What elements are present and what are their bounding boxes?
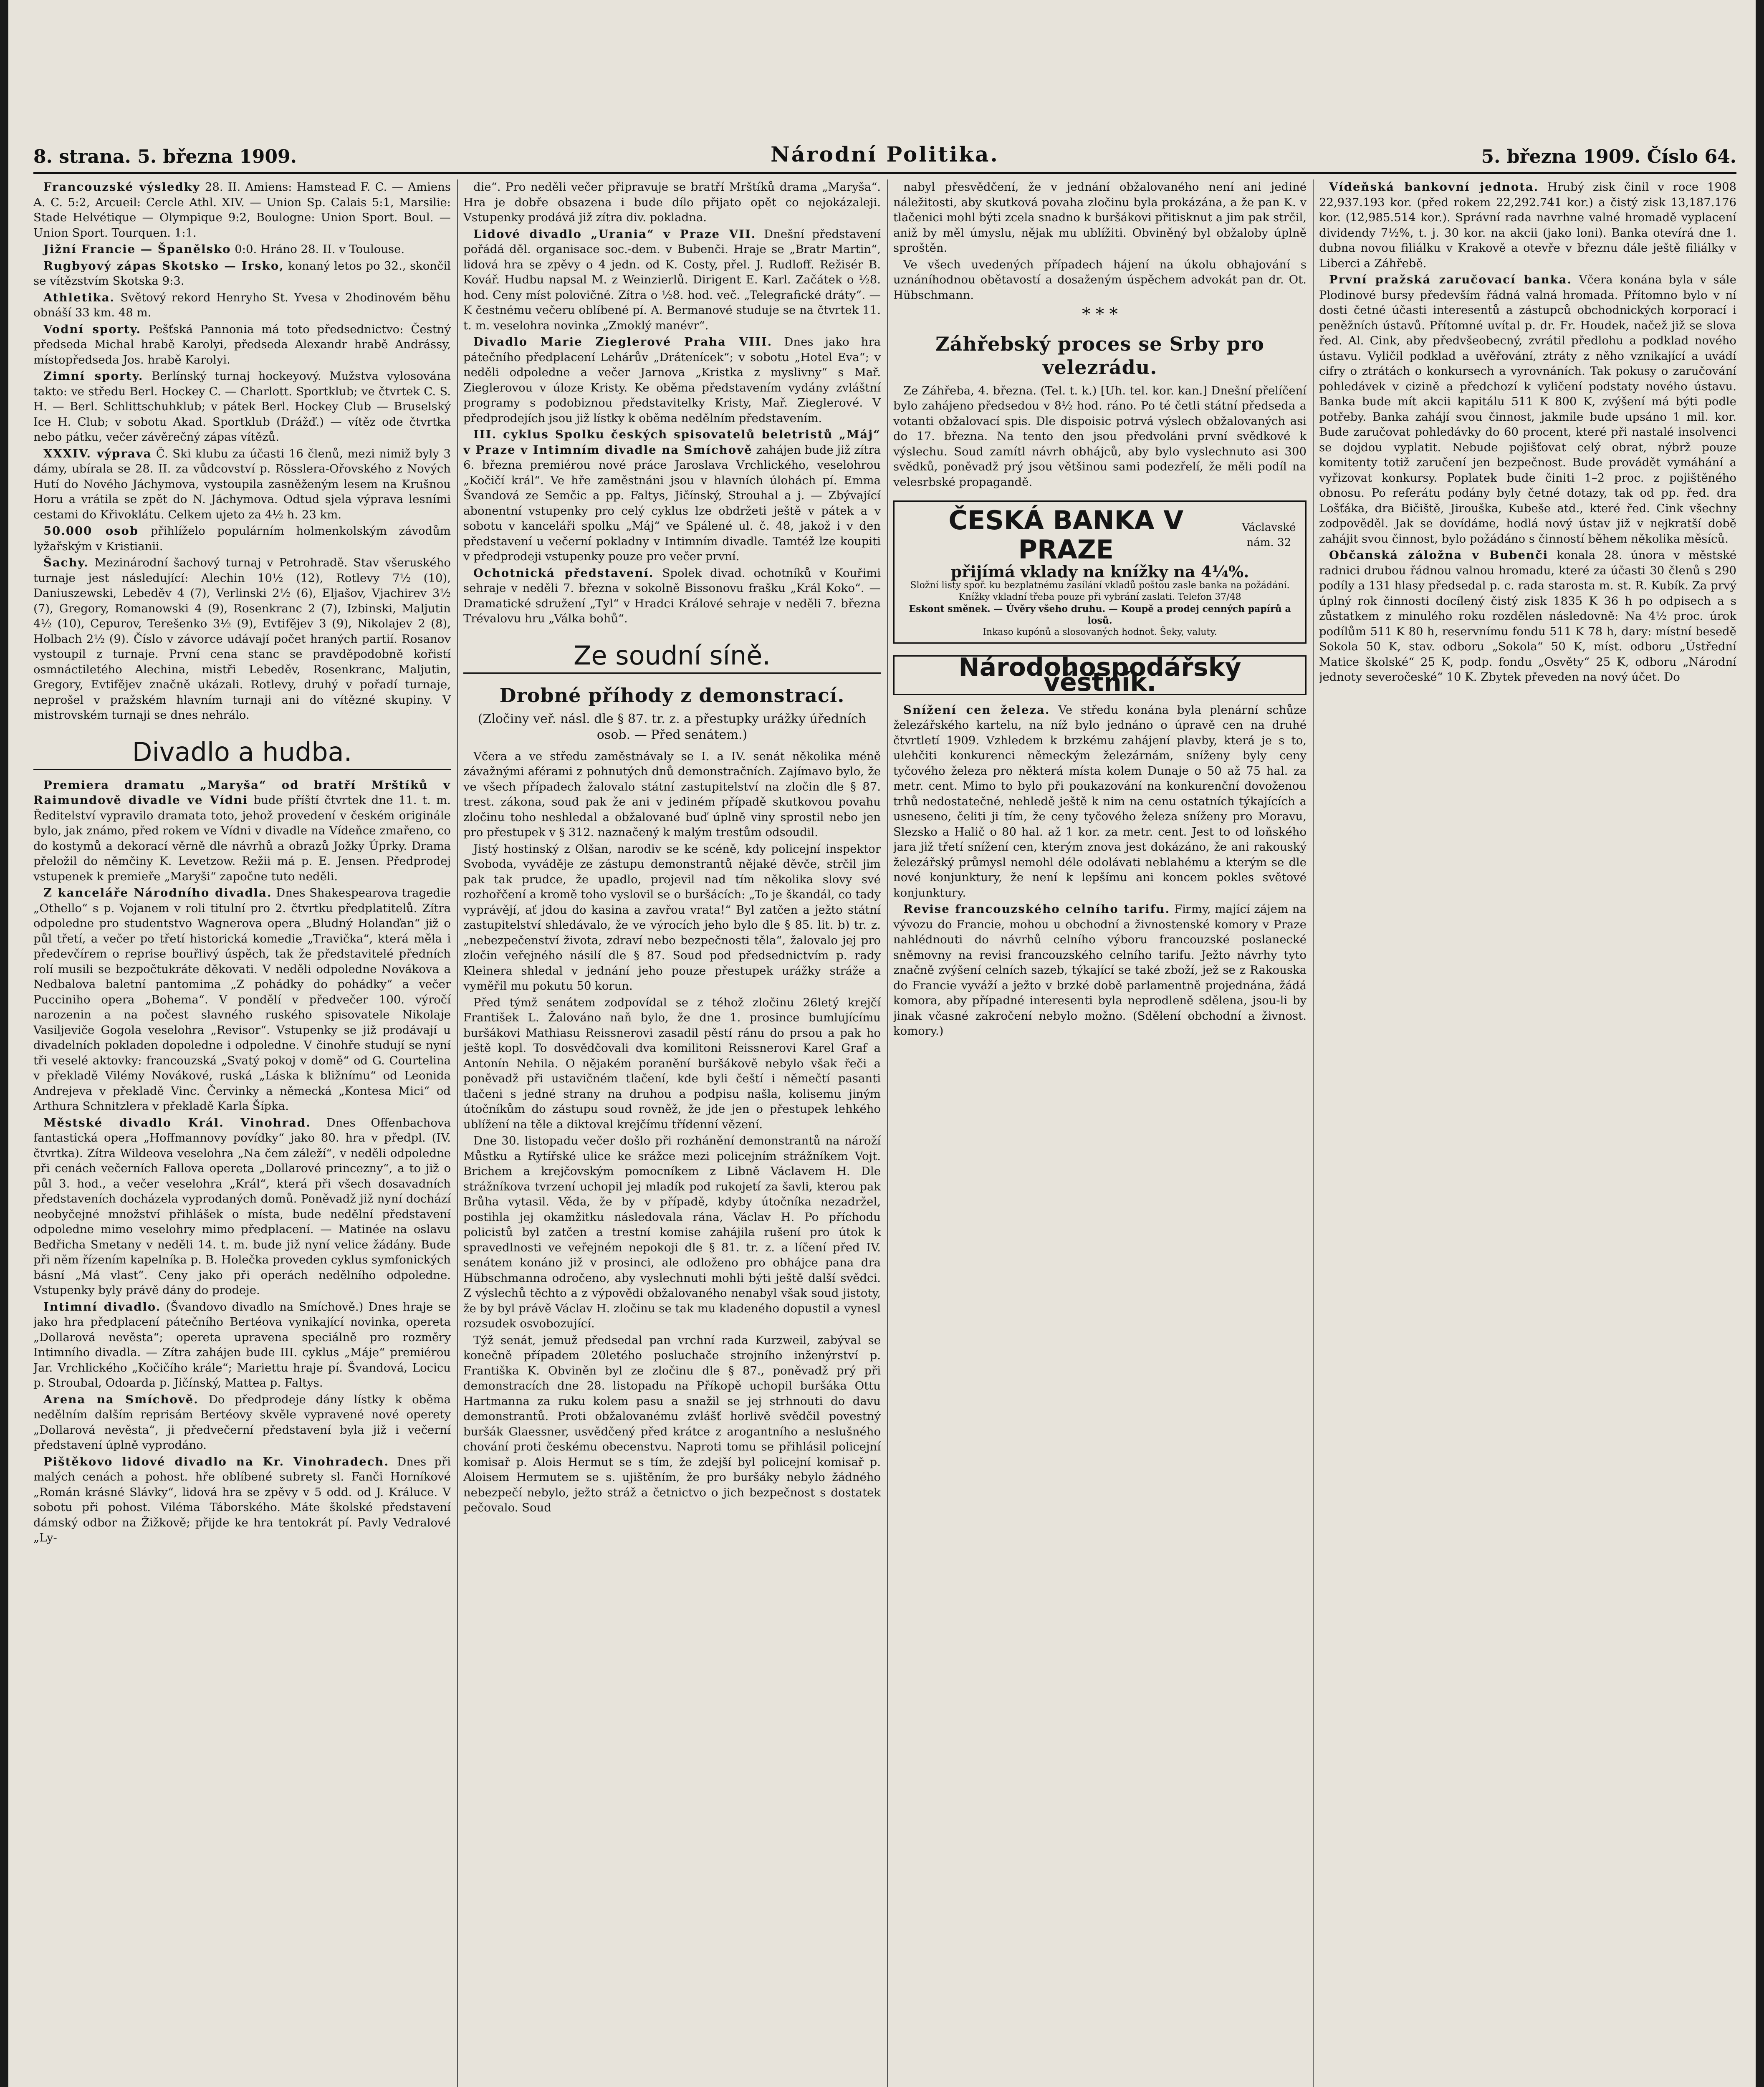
- bank-services: Eskont směnek. — Úvěry všeho druhu. — Koupě a prodej cenných papírů a losů.: [909, 603, 1291, 626]
- newspaper-page: [8, 0, 1756, 2087]
- court-article-ending: nabyl přesvědčení, že v jednání obžalovaného není ani jediné náležitosti, aby skutková povaha zločinu byla prokázána, a že pan K. v tlačenici mohl býti zcela snadno k buršákovi přitisknut a jim pak strčil, aniž by měl úmyslu, nějak mu ublížiti. Obviněný byl obžaloby úplně sproštěn.: [893, 180, 1307, 255]
- news-item-lead: Premiera dramatu „Maryša“ od bratří Mrštíků v Raimundově divadle ve Vídni: [33, 778, 451, 807]
- news-item-text: Dnes jako hra pátečního předplacení Lehárův „Drátenícek“; v sobotu „Hotel Eva“; v neděli odpoledne a večer Jarnova „Kristka z myslivny“ s Mař. Zieglerovou v úloze Kristy. Ke oběma představením vydány zvláštní programy s podobiznou představitelky Kristy, Mař. Zieglerové. V předprodejích jsou již lístky k oběma nedělním představením.: [463, 335, 881, 425]
- news-item: [463, 334, 881, 426]
- separator-asterisks: * * *: [1082, 305, 1118, 324]
- news-item-lead: III. cyklus Spolku českých spisovatelů beletristů „Máj“ v Praze v Intimním divadle na Smíchově: [463, 428, 881, 457]
- header-rule: [33, 172, 1736, 174]
- column-3: [893, 179, 1307, 2087]
- news-item-text: Ve středu konána byla plenární schůze železářského kartelu, na níž bylo jednáno o úpravě cen na druhé čtvrtletí 1909. Vzhledem k brzkému zahájení plavby, která je s to, ulehčiti konkurenci německým železárnám, sníženy byly ceny tyčového železa pro některá místa kolem Dunaje o 50 až 75 hal. za metr. cent. Mimo to bylo při poukazování na konkurenční dovoženou trhů nedostatečné, nehledě ještě k nim na cenu ostatních týkajících a usneseno, čeliti ji tím, že ceny tyčového železa sníženy pro Moravu, Slezsko a Halič o 80 hal. až 1 kor. za metr. cent. Jest to od loňského jara již třetí snížení cen, kterým znova jest dokázáno, že ani rakouský železářský průmysl nemohl déle odolávati neblahému a kterým se dle nové konjunktury, že není k lepšímu ani koncem pokles světové konjunktury.: [893, 703, 1307, 899]
- column-2: [463, 179, 881, 2087]
- news-item-text: Spolek divad. ochotníků v Kouřimi sehraje v neděli 7. března v sokolně Bissonovu frašku „Král Koko“. — Dramatické sdružení „Tyl“ v Hradci Králové sehraje v neděli 7. března Trévalovu hru „Válka bohů“.: [463, 566, 881, 625]
- news-item: [33, 778, 451, 884]
- news-item: [1319, 272, 1736, 546]
- news-item-text: bude příští čtvrtek dne 11. t. m. Ředitelství vypravilo dramata toto, jehož provedení v českém originále bylo, jak známo, před rokem ve Vídni v divadle na Vídeňce zmařeno, co do kostymů a dekorací věrně dle návrhů a obrazů Jožky Úprky. Drama přeložil do němčiny K. Levetzow. Režii má p. E. Jensen. Předprodej vstupenek k premieře „Maryši“ započne tuto neděli.: [33, 793, 451, 883]
- masthead-title: Národní Politika.: [771, 142, 999, 167]
- news-item-text: Firmy, mající zájem na vývozu do Francie, mohou u obchodní a živnostenské komory v Praze nahlédnouti do návrhů celního výboru francouzské poslanecké sněmovny na revisi francouzského celního tarifu. Ježto návrhy tyto značně zvýšení celních sazeb, týkající se také zboží, jež se z Rakouska do Francie vyváží a ježto v brzké době parlamentně projednána, žádá komora, aby případné interesenti byla neprodleně sdělena, jsou-li by jinak včasné zakročení nebylo možno. (Sdělení obchodní a živnost. komory.): [893, 902, 1307, 1038]
- news-item-text: Dnešní představení pořádá děl. organisace soc.-dem. v Bubenči. Hraje se „Bratr Martin“, lidová hra se zpěvy o 4 jedn. od K. Costy, přel. J. Rudloff. Režisér B. Kovář. Hudbu napsal M. z Weinzierlů. Dirigent E. Karl. Začátek o ½8. hod. Ceny míst polovičné. Zítra o ½8. hod. več. „Telegrafické dráty“. — K čestnému večeru oblíbené pí. A. Bermanové studuje se na čtvrtek 11. t. m. veselohra novinka „Zmoklý manévr“.: [463, 227, 881, 332]
- news-item: [33, 1299, 451, 1391]
- news-item-lead: Athletika.: [43, 291, 115, 304]
- news-item: [1319, 548, 1736, 685]
- news-item-text: 28. II. Amiens: Hamstead F. C. — Amiens A. C. 5:2, Arcueil: Cercle Athl. XIV. — Union Sp. Calais 5:1, Marsilie: Stade Helvétique — Olympique 9:2, Boulogne: Union Sport. Boul. — Union Sport. Tourquen. 1:1.: [33, 180, 451, 240]
- news-item: [33, 179, 451, 240]
- news-item-lead: Snížení cen železa.: [903, 703, 1050, 717]
- column-4: [1319, 179, 1736, 2087]
- news-item-text: Dnes Offenbachova fantastická opera „Hoffmannovy povídky“ jako 80. hra v předpl. (IV. čtvrtka). Zítra Wildeova veselohra „Na čem záleží“, v neděli odpoledne při cenách večerních Fallova opereta „Dollarové princezny“, a to již o půl 3. hod., a večer veselohra „Král“, která při všech dosavadních představeních docházela vyprodaných domů. Poněvadž již nyní dochází neobyčejné množství přihlášek o místa, bude nedělní představení odpoledne mimo veselohry mimo předplacení. — Matinée na oslavu Bedřicha Smetany v neděli 14. t. m. bude již nyní velice žádány. Bude při něm řízením kapelníka p. B. Holečka proveden cyklus symfonických básní „Má vlast“. Ceny jako při operách nedělního odpoledne. Vstupenky byly právě dány do prodeje.: [33, 1116, 451, 1297]
- news-item-text: die“. Pro neděli večer připravuje se bratří Mrštíků drama „Maryša“. Hra je dobře obsazena i bude dílo přijato opět co nejokázaleji. Vstupenky prodává již zítra div. pokladna.: [463, 180, 881, 224]
- news-item: Před týmž senátem zodpovídal se z téhož zločinu 26letý krejčí František L. Žalováno naň bylo, že dne 1. prosince bumlujícímu buršákovi Mathiasu Reissnerovi zasadil pěstí ránu do prsou a pak ho ještě kopl. To dosvědčovali dva komilitoni Reissnerovi Karel Graf a Antonín Nehila. O nějakém poranění buršákově nebylo však řeči a poněvadž při ustavičném tlačení, kde byli čeští i němečtí pasanti tlačeni s jedné strany na druhou a podpisu našla, kolisemu jiným útočníkům do zástupu soud rovněž, že jde jen o přestupek lehkého ublížení na těle a diktoval krejčímu třídenní vězení.: [463, 995, 881, 1131]
- news-item: Jistý hostinský z Olšan, narodiv se ke scéně, kdy policejní inspektor Svoboda, vyváděje ze zástupu demonstrantů nějaké děvče, strčil jim pak tak prudce, že upadlo, projevil nad tím několika slovy své rozhořčení a kromě toho vyslovil se o buršácích: „To je škandál, co tady vyprávějí, ať jdou do kasina a zavřou vrata!“ Byl zatčen a ježto státní zastupitelství shledávalo, že ve výrocích jeho bylo dle § 85. lit. b) tr. z. „nebezpečenství života, zdraví nebo bezpečnosti těla“, žalovalo jej pro zločin veřejného násilí dle § 87. Soud pod předsednictvím p. rady Kleinera shledal v jednání jeho pouze přestupek urážky stráže a vyměřil mu pokutu 50 korun.: [463, 842, 881, 993]
- news-item-text: Dnes Shakespearova tragedie „Othello“ s p. Vojanem v roli titulní pro 2. čtvrtku předplatitelů. Zítra odpoledne pro studentstvo Wagnerova opera „Bludný Holanďan“ již o půl třetí, a večer po třetí historická komedie „Travička“, která měla i předevčírem o reprise bouřlivý úspěch, tak že představitelé předních rolí musili se bezpočtukráte děkovati. V neděli odpoledne Novákova a Nedbalova baletní pantomima „Z pohádky do pohádky“ a večer Pucciniho opera „Bohema“. V pondělí v předvečer 100. výročí narozenin a na počest slavného ruského spisovatele Nikolaje Vasiljeviče Gogola veselohra „Revisor“. Vstupenky se již prodávají u divadelních pokladen dopoledne i odpoledne. V činohře studují se nyní tři veselé aktovky: francouzská „Svatý pokoj v domě“ od G. Courtelina v překladě Vilémy Novákové, ruská „Láska k bližnímu“ od Leonida Andrejeva v překladě Vinc. Červinky a německá „Kontesa Mici“ od Arthura Schnitzlera v překladě Karla Šípka.: [33, 886, 451, 1113]
- news-item: [33, 258, 451, 289]
- bank-collection: Inkaso kupónů a slosovaných hodnot. Šeky, valuty.: [983, 627, 1217, 637]
- news-item: [33, 369, 451, 445]
- column-separator: [1313, 179, 1314, 2087]
- column-1: [33, 179, 451, 2087]
- news-item-lead: Městské divadlo Král. Vinohrad.: [43, 1116, 311, 1129]
- news-item-lead: Vídeňská bankovní jednota.: [1329, 180, 1539, 194]
- court-article-subtitle: (Zločiny veř. násl. dle § 87. tr. z. a přestupky urážky úředních osob. — Před senátem.): [478, 711, 867, 742]
- economy-news: [893, 702, 1307, 1039]
- news-item-text: zahájen bude již zítra 6. března premiérou nové práce Jaroslava Vrchlického, veselohrou „Kočičí král“. Ve hře zaměstnáni jsou v hlavních úlohách pí. Emma Švandová ze Semčic a pp. Faltys, Jičínský, Strouhal a j. — Zbývající abonentní vstupenky pro celý cyklus lze obdržeti ještě v pátek a v sobotu v kanceláři spolku „Máj“ ve Spálené ul. č. 48, jakož i v den představení u večerní pokladny v Intimním divadle. Tamtéž lze koupiti v předprodeji vstupenky pouze pro večer první.: [463, 443, 881, 563]
- news-item: [33, 523, 451, 554]
- news-item: [463, 427, 881, 564]
- header-date-left: 8. strana. 5. března 1909.: [33, 146, 297, 167]
- zagreb-trial-body: [893, 383, 1307, 490]
- news-item-text: konala 28. února v městské radnici drubou řádnou valnou hromadu, které za účasti 30 členů s 290 podíly a 131 hlasy předsedal p. c. rada starosta m. st. R. Kubík. Za prvý úplný rok činnosti docílený čistý zisk 1835 K 36 h po odpisech a s zůstatkem z minulého roku rozdělen následovně: Na 4½ proc. úrok podílům 511 K 80 h, reservnímu fondu 511 K 78 h, dary: místní besedě Sokola 50 K, stav. odboru „Sokola“ 50 K, míst. odboru „Ústřední Matice školské“ 25 K, podp. fondu „Osvěty“ 25 K, odboru „Národní jednoty severočeské“ 10 K. Zbytek převeden na nový účet. Do: [1319, 548, 1736, 684]
- news-item-text: Pešťská Pannonia má toto předsednictvo: Čestný předseda Michal hrabě Karolyi, předseda Alexandr hrabě Andrássy, místopředseda Jos. hrabě Karolyi.: [33, 322, 451, 366]
- news-item-lead: 50.000 osob: [43, 524, 139, 538]
- news-item-lead: Arena na Smíchově.: [43, 1392, 199, 1406]
- section-title-court: Ze soudní síně.: [463, 639, 881, 674]
- economy-news-continued: [1319, 179, 1736, 685]
- news-item-lead: Intimní divadlo.: [43, 1300, 161, 1314]
- court-article-headline: Drobné příhody z demonstrací.: [499, 684, 845, 707]
- news-item: [1319, 179, 1736, 271]
- header-issue-right: 5. března 1909. Číslo 64.: [1481, 146, 1736, 167]
- news-item: [33, 446, 451, 523]
- bank-deposit-offer: přijímá vklady na knížky na 4¼%.: [950, 562, 1249, 581]
- news-item-lead: Ochotnická představení.: [473, 566, 654, 580]
- section-title-divadlo: Divadlo a hudba.: [33, 735, 451, 770]
- bank-advertisement: [893, 500, 1307, 644]
- news-item: Dne 30. listopadu večer došlo při rozhánění demonstrantů na nároží Můstku a Rytířské ulice ke srážce mezi policejním strážníkem Vojt. Brichem a krejčovským pomocníkem z Libně Václavem H. Dle strážníkova tvrzení uchopil jej mladík pod rukojetí za šavli, kterou pak Brůha vytasil. Věda, že by v případě, kdyby útočníka nezadržel, postihla jej okamžitku následovala rána, Václav H. Po příchodu policistů byl zatčen a trestní komise zahájila rušení pro útok k spravedlnosti ve veřejném nepokoji dle § 81. tr. z. a líčení před IV. senátem konáno již v prosinci, ale odloženo pro obhájce pana dra Hübschmanna odročeno, aby vyslechnuti mohli býti ještě další svědci. Z výslechů těchto a z výpovědi obžalovaného nenabyl však soud jistoty, že by byl právě Václav H. zločinu se tak mu kladeného dopustil a vynesl rozsudek osvobozující.: [463, 1134, 881, 1330]
- column-separator: [887, 179, 888, 2087]
- section-title-economy: Národohospodářský věstník.: [893, 655, 1307, 695]
- court-article-body: [463, 749, 881, 1516]
- news-item: [33, 1115, 451, 1298]
- court-article-note: Ve všech uvedených případech hájení na úkolu obhajování s uznáníhodnou obětavostí a dosaženým úspěchem advokát pan dr. Ot. Hübschmann.: [893, 258, 1307, 302]
- news-item-text: Č. Ski klubu za účasti 16 členů, mezi nimiž byly 3 dámy, ubírala se 28. II. za vůdcovství p. Rösslera-Ořovského z Nových Hutí do Nového Jáchymova, vystoupila zasněženým lesem na Krušnou Horu a vrátila se zpět do N. Jáchymova. Odtud sjela výprava lesními cestami do Křivoklátu. Celkem ujeto za 4½ h. 23 km.: [33, 447, 451, 521]
- news-item-lead: Revise francouzského celního tarifu.: [903, 902, 1170, 916]
- news-item-lead: První pražská zaručovací banka.: [1329, 273, 1572, 286]
- zagreb-trial-headline: Záhřebský proces se Srby pro velezrádu.: [935, 332, 1264, 379]
- sport-news: [33, 179, 451, 723]
- theatre-news: [33, 778, 451, 1546]
- news-item: [463, 227, 881, 334]
- news-item-text: Včera konána byla v sále Plodinové bursy především řádná valná hromada. Přítomno bylo v ní dosti četné účasti interesentů a zástupců obchodnických korporací i peněžních ústavů. Přítomné uvítal p. dr. Fr. Houdek, načež již se slova řed. Al. Cink, aby předvšeobecný, zvrátil předlohu a podklad nového ústavu. Vyličil podklad a uvěřování, ztráty z něho vznikající a uvádí cifry o ztrátách o konkursech a vyrovnáních. Tak pokusy o zaručování pohledávek v cizině a předchozí k vyličení podstaty nového ústavu. Banka bude mít akcii kapitálu 511 K 800 K, zvýšení má býti podle potřeby. Banka zahájí svou činnost, jakmile bude upsáno 1 mil. kor. Bude zaručovat pohledávky do 60 procent, které při nastalé insolvenci se dojdou vyplatit. Nebude pojišťovat celý obrat, nýbrž pouze komitenty totiž zaručení jen bezpečnost. Bude provádět vymáhání a vyřizovat konkursy. Poplatek bude činiti 1–2 proc. z pojištěného obnosu. Po referátu podány byly četné dotazy, tak od pp. řed. dra Lošťáka, dra Bičiště, Jirouška, Kubeše atd., které řed. Cink všechny zodpověděl. Jak se dovídáme, hodlá nový ústav již v nejkratší době zahájit svou činnost, bylo požádáno s činností během několika měsíců.: [1319, 273, 1736, 546]
- news-item-text: Mezinárodní šachový turnaj v Petrohradě. Stav všeruského turnaje jest následující: Alechin 10½ (12), Rotlevy 7½ (10), Daniuszewski, Lebeděv 4 (7), Verlinski 2½ (6), Eljašov, Vjachirev 3½ (7), Gregory, Romanowski 4 (9), Rosenkranc 2 (7), Izbinski, Maljutin 4½ (10), Cepurov, Terešenko 3½ (9), Evtifějev 3 (9), Nikolajev 2 (8), Holbach 2½ (9). Číslo v závorce udávají počet hraných partií. Rosanov vystoupil z turnaje. První cena stanc se pravděpodobně kořistí osmnáctiletého Alechina, mistři Lebeděv, Rosenkranc, Maljutin, Gregory, Evtifějev značně ukázali. Rotlevy, druhý v pořadí turnaje, neprošel v pražském hlavním turnaji ani do vítězné skupiny. V mistrovském turnaji se dnes nehrálo.: [33, 556, 451, 722]
- news-item: [33, 322, 451, 368]
- news-item: [463, 179, 881, 225]
- news-item-text: Dnes při malých cenách a pohost. hře oblíbené subrety sl. Fanči Horníkové „Román krásné Slávky“, lidová hra se zpěvy v 5 odd. od J. Králuce. V sobotu při pohost. Viléma Táborského. Máte školské představení dámský odbor na Žižkově; přijde ke hra tentokrát pí. Pavly Vedralové „Ly-: [33, 1455, 451, 1544]
- news-item-text: Hrubý zisk činil v roce 1908 22,937.193 kor. (před rokem 22,292.741 kor.) a čistý zisk 13,187.176 kor. (12,985.514 kor.). Správní rada navrhne valné hromadě vyplacení dividendy 7½%, t. j. 30 kor. na akcii (jako loni). Banka otevírá dne 1. dubna novou filiálku v Krakově a otevře v březnu dále ještě filiálky v Liberci a Záhřebě.: [1319, 180, 1736, 270]
- news-item: Ze Záhřeba, 4. března. (Tel. t. k.) [Uh. tel. kor. kan.] Dnešní přelíčení bylo zahájeno předsedou v 8½ hod. ráno. Po té četli státní předseda a votanti obžalovací spis. Dle dispoisic potrvá výslech obžalovaných asi do 17. března. Na tento den jsou předvoláni první svědkové k výslechu. Soud zamítl návrh obhájců, aby bylo vyslechnuto asi 300 svědků, poněvadž prý jsou většinou sami podezřelí, že měli podíl na velesrbské propagandě.: [893, 384, 1307, 489]
- theatre-news-continued: [463, 179, 881, 627]
- news-item: [893, 902, 1307, 1039]
- news-item-lead: Vodní sporty.: [43, 322, 142, 336]
- news-item-lead: Zimní sporty.: [43, 369, 144, 383]
- news-item-text: konaný letos po 32., skončil se vítězstvím Skotska 9:3.: [33, 259, 451, 288]
- news-item-lead: Z kanceláře Národního divadla.: [43, 886, 272, 899]
- column-separator: [457, 179, 458, 2087]
- news-item: [33, 1392, 451, 1453]
- news-item-lead: XXXIV. výprava: [43, 447, 152, 460]
- page-header: [33, 138, 1736, 175]
- bank-name: ČESKÁ BANKA V PRAZE: [948, 505, 1184, 565]
- news-item: [33, 885, 451, 1114]
- news-item: [33, 1454, 451, 1546]
- news-item-text: (Švandovo divadlo na Smíchově.) Dnes hraje se jako hra předplacení pátečního Bertéova vynikající novinka, opereta „Dollarová nevěsta“; opereta upravena speciálně pro rozměry Intimního divadla. — Zítra zahájen bude III. cyklus „Máje“ premiérou Jar. Vrchlického „Kočičího krále“; Mariettu hraje pí. Švandová, Locicu p. Stroubal, Odoarda p. Jičínský, Mattea p. Faltys.: [33, 1300, 451, 1390]
- news-item: [33, 242, 451, 257]
- news-item-text: Do předprodeje dány lístky k oběma nedělním dalším reprisám Bertéovy skvěle vypravené nové operety „Dollarová nevěsta“, ji předvečerní představení byla již i večerní představení úplně vyprodáno.: [33, 1392, 451, 1452]
- news-item: Včera a ve středu zaměstnávaly se I. a IV. senát několika méně závažnými aférami z pohnutých dnů demonstračních. Zajímavo bylo, že ve všech případech žalovalo státní zastupitelství na zločin dle § 87. trest. zákona, soud pak že ani v jediném případě skutkovou povahu zločinu toho neshledal a obžalované buď úplně viny sprostil nebo jen pro přestupek v § 312. naznačený k malým trestům odsoudil.: [463, 749, 881, 839]
- news-item-text: 0:0. Hráno 28. II. v Toulouse.: [231, 243, 405, 256]
- news-item-lead: Francouzské výsledky: [43, 180, 200, 194]
- news-item: [893, 702, 1307, 901]
- news-item-lead: Lidové divadlo „Urania“ v Praze VII.: [473, 227, 756, 241]
- bank-postal-note: Složní listy spoř. ku bezplatnému zasílání vkladů poštou zasle banka na požádání. Knížky vkladní třeba pouze při vybrání zaslati. Telefon 37/48: [910, 580, 1290, 602]
- news-item-lead: Divadlo Marie Zieglerové Praha VIII.: [473, 335, 773, 349]
- news-item-lead: Šachy.: [43, 556, 89, 569]
- news-item-lead: Jižní Francie — Španělsko: [43, 243, 231, 256]
- news-item-lead: Občanská záložna v Bubenči: [1329, 548, 1549, 562]
- news-item-text: Berlínský turnaj hockeyový. Mužstva vylosována takto: ve středu Berl. Hockey C. — Charlott. Sportklub; ve čtvrtek C. S. H. — Berl. Schlittschuhklub; v pátek Berl. Hockey Club — Bruselský Ice H. Club; v sobotu Akad. Sportklub (Drážď.) — vítěz ode čtvrtka nebo pátku, večer závěrečný zápas vítězů.: [33, 369, 451, 444]
- news-item: [33, 290, 451, 321]
- news-item: Týž senát, jemuž předsedal pan vrchní rada Kurzweil, zabýval se konečně případem 20letého posluchače strojního inženýrství p. Františka K. Obviněn byl ze zločinu dle § 87., poněvadž prý při demonstracích dne 28. listopadu na Příkopě uchopil buršáka Ottu Hartmanna za ruku kolem pasu a snažil se jej strhnouti do davu demonstrantů. Proti obžalovanému zvlášť horlivě svědčil povestný buršák Glaessner, usvědčený před krátce z arogantního a neslušného chování proti českému obecenstvu. Naproti tomu se přihlásil policejní komisař p. Alois Hermut se s tím, že zdejší byl policejní komisař p. Aloisem Hermutem se s. ujištěním, že pro buršáky nebylo žádného nebezpečí nebylo, ježto stráž a četnictvo o jich bezpečnost s dostatek pečovalo. Soud: [463, 1333, 881, 1514]
- news-item-text: Světový rekord Henryho St. Yvesa v 2hodinovém běhu obnáší 33 km. 48 m.: [33, 291, 451, 319]
- news-item: [463, 566, 881, 627]
- news-item-lead: Rugbyový zápas Skotsko — Irsko,: [43, 259, 284, 273]
- news-item-text: přihlíželo populárním holmenkolským závodům lyžařským v Kristianii.: [33, 524, 451, 553]
- news-item: [33, 555, 451, 723]
- bank-address: Václavské nám. 32: [1242, 521, 1296, 549]
- news-item-lead: Pištěkovo lidové divadlo na Kr. Vinohradech.: [43, 1455, 389, 1468]
